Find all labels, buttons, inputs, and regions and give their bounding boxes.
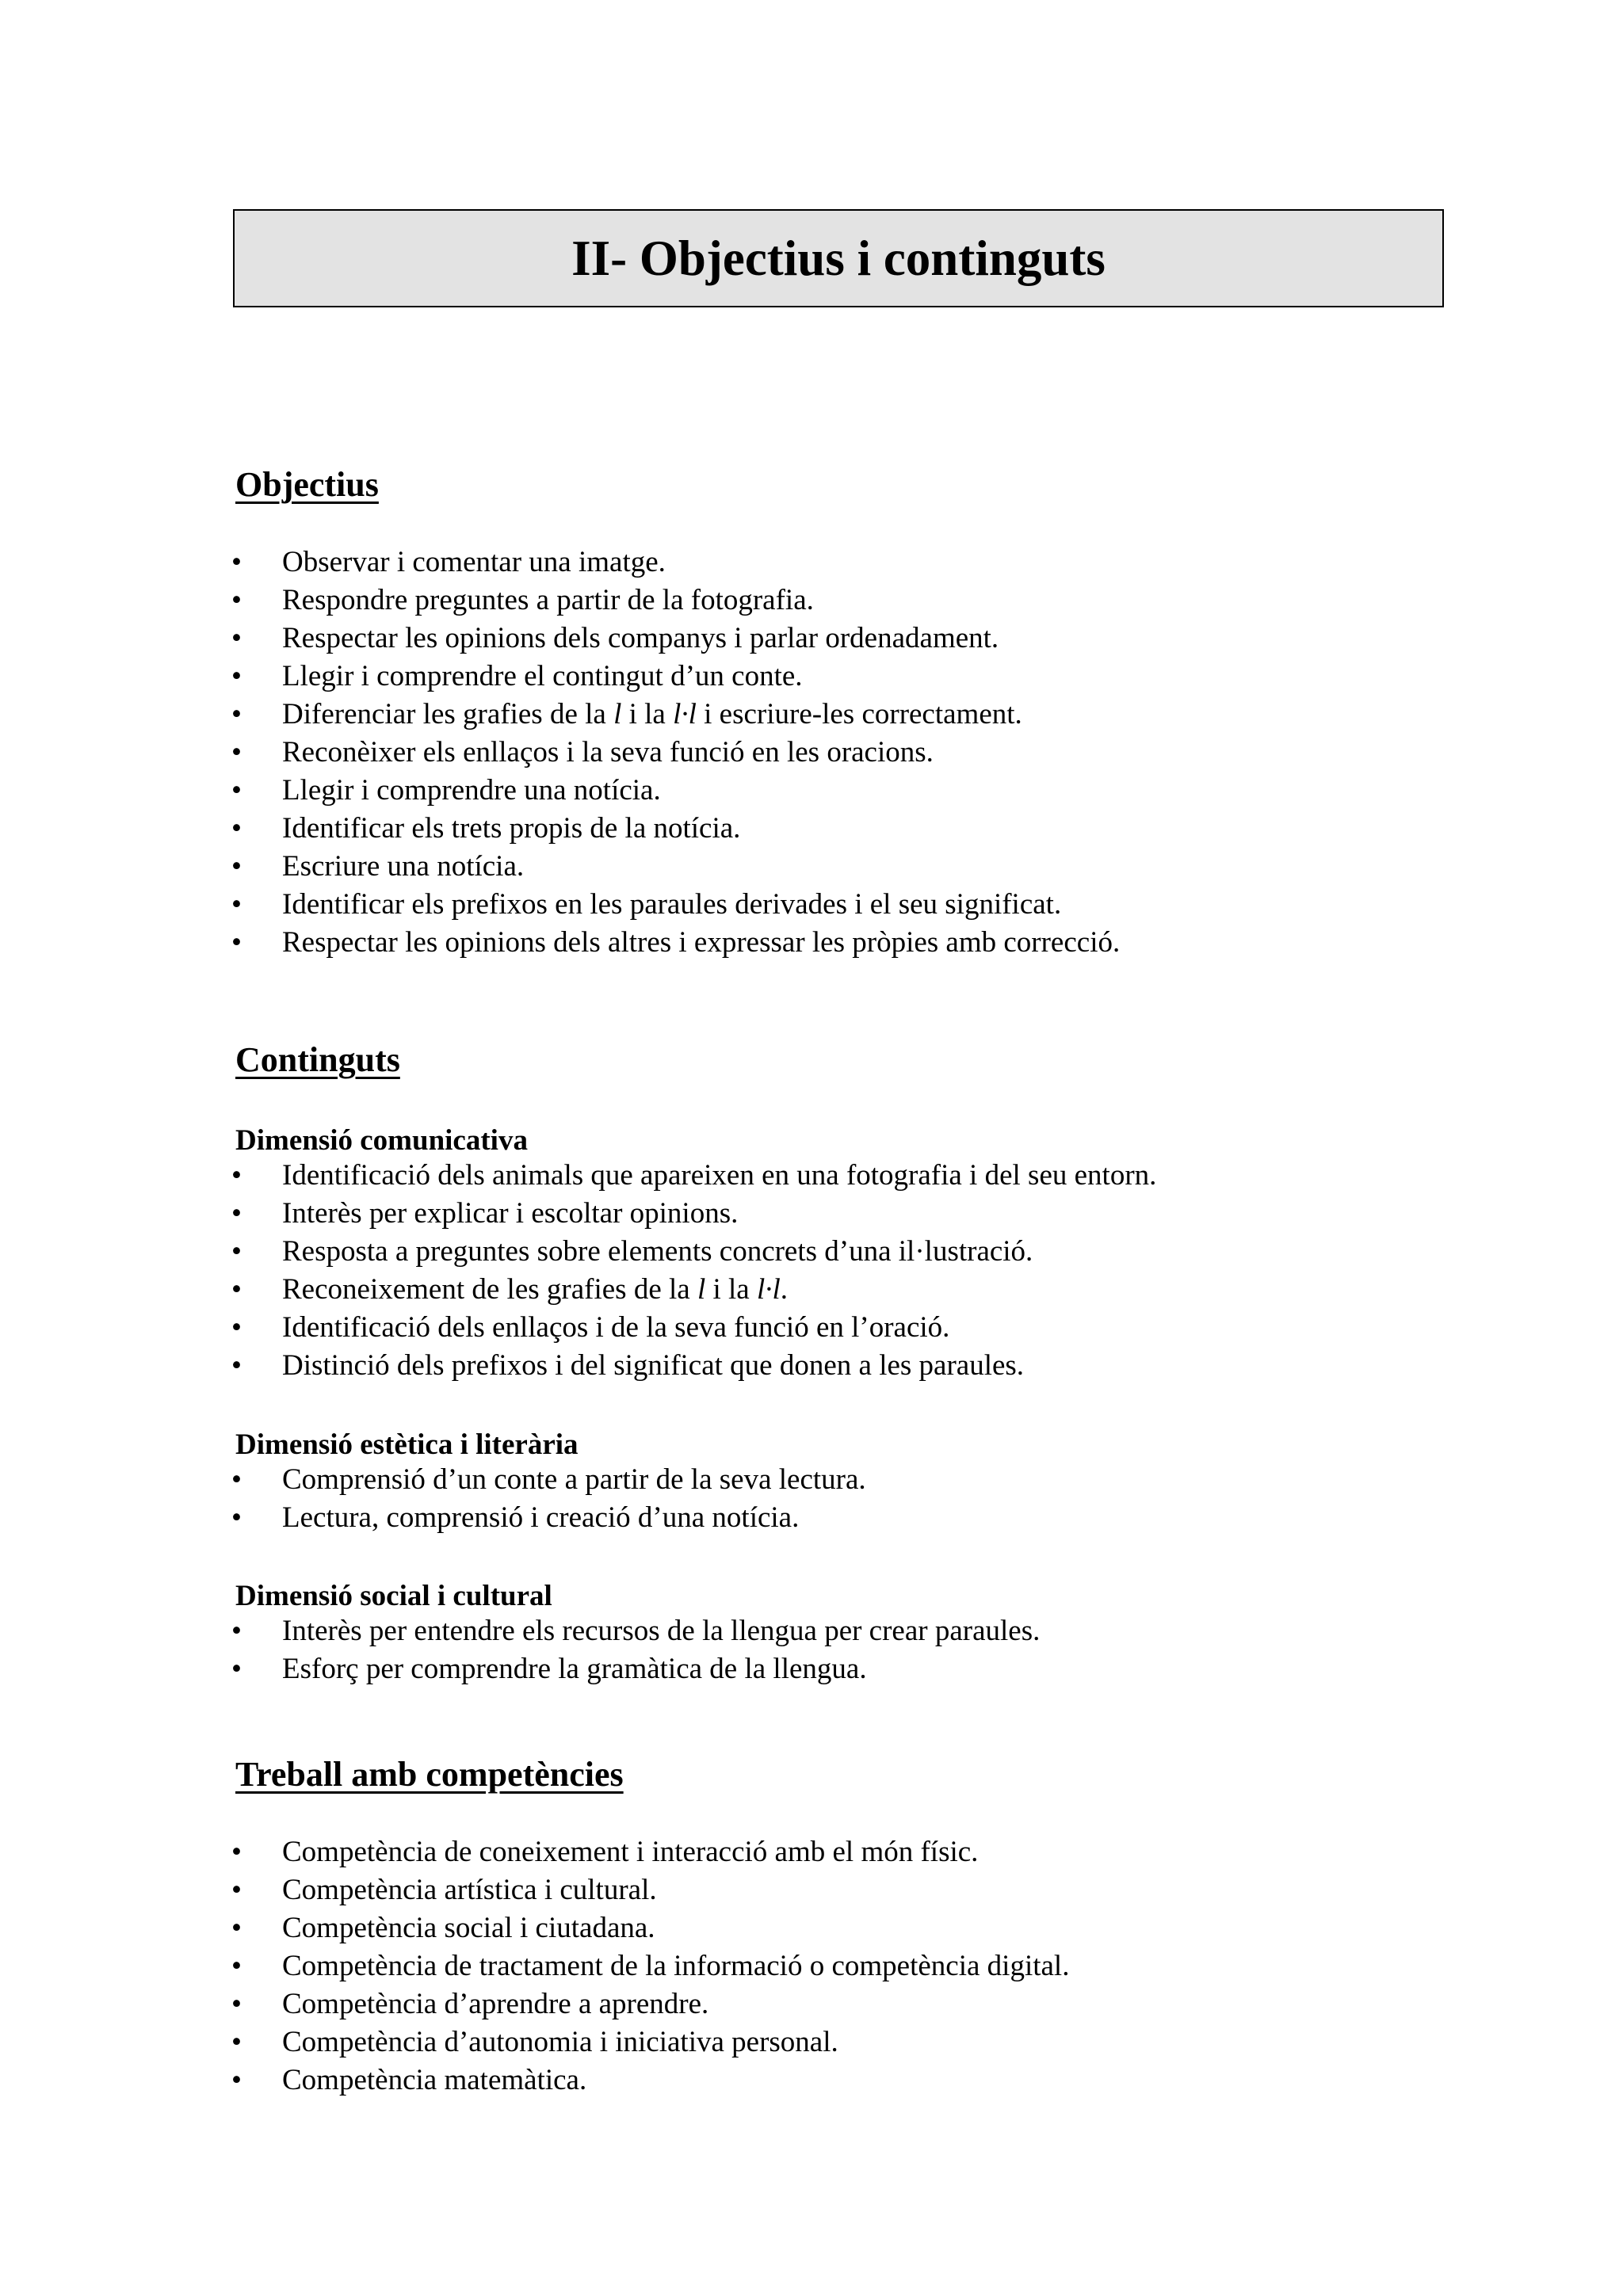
bullet-icon: • [231, 1653, 242, 1685]
bullet-icon: • [231, 622, 242, 654]
list-item-text: Reconeixement de les grafies de la [282, 1273, 697, 1306]
list-item-text: Competència de tractament de la informació o competència digital. [282, 1950, 1070, 1982]
list-item [231, 1499, 866, 1537]
list-item-text: Distinció dels prefixos i del significat que donen a les paraules. [282, 1349, 1025, 1382]
list-item [231, 582, 1120, 620]
competencies-list [231, 1833, 1069, 2100]
bullet-icon: • [231, 2026, 242, 2058]
list-item-text: i la [621, 698, 674, 730]
list-item [231, 1985, 1069, 2023]
bullet-icon: • [231, 1349, 242, 1382]
list-item-text: Lectura, comprensió i creació d’una notícia. [282, 1501, 800, 1534]
list-item [231, 886, 1120, 924]
list-item [231, 1612, 1040, 1650]
list-item-text: Reconèixer els enllaços i la seva funció en les oracions. [282, 736, 934, 769]
list-item-text: Identificar els prefixos en les paraules derivades i el seu significat. [282, 888, 1062, 921]
bullet-icon: • [231, 1159, 242, 1192]
bullet-icon: • [231, 1197, 242, 1230]
list-item [231, 2023, 1069, 2061]
list-item-text: Identificació dels enllaços i de la seva funció en l’oració. [282, 1311, 950, 1344]
continguts-heading: Continguts [235, 1040, 400, 1079]
list-item-text: Competència de coneixement i interacció amb el món físic. [282, 1836, 979, 1868]
list-item-text: Llegir i comprendre una notícia. [282, 774, 661, 807]
bullet-icon: • [231, 1950, 242, 1982]
bullet-icon: • [231, 1615, 242, 1647]
list-item-text: Interès per entendre els recursos de la llengua per crear paraules. [282, 1615, 1041, 1647]
list-item-text: Identificar els trets propis de la notícia. [282, 812, 741, 845]
list-item-text: . [780, 1273, 789, 1306]
list-item-text: Llegir i comprendre el contingut d’un conte. [282, 660, 803, 692]
competencies-heading: Treball amb competències [235, 1755, 624, 1794]
list-item-text: Resposta a preguntes sobre elements concrets d’una il·lustració. [282, 1235, 1033, 1268]
list-item [231, 924, 1120, 962]
list-item-italic-text: l [697, 1273, 706, 1306]
dimensio-social-list [231, 1612, 1040, 1688]
bullet-icon: • [231, 926, 242, 959]
list-item [231, 1650, 1040, 1688]
list-item-text: Respondre preguntes a partir de la fotografia. [282, 584, 814, 616]
dimensio-social-heading: Dimensió social i cultural [235, 1580, 552, 1612]
list-item [231, 1309, 1156, 1347]
list-item-italic-text: l·l [756, 1273, 781, 1306]
dimensio-estetica-heading: Dimensió estètica i literària [235, 1428, 579, 1461]
dimensio-estetica-list [231, 1461, 866, 1537]
bullet-icon: • [231, 1874, 242, 1906]
list-item-text: Interès per explicar i escoltar opinions. [282, 1197, 739, 1230]
objectius-heading: Objectius [235, 465, 379, 504]
list-item [231, 1233, 1156, 1271]
list-item-italic-text: l [613, 698, 622, 730]
list-item [231, 1195, 1156, 1233]
list-item [231, 658, 1120, 696]
list-item [231, 1157, 1156, 1195]
bullet-icon: • [231, 584, 242, 616]
bullet-icon: • [231, 1836, 242, 1868]
bullet-icon: • [231, 546, 242, 578]
bullet-icon: • [231, 698, 242, 730]
list-item [231, 543, 1120, 582]
list-item-text: Respectar les opinions dels altres i expressar les pròpies amb correcció. [282, 926, 1121, 959]
bullet-icon: • [231, 736, 242, 769]
bullet-icon: • [231, 1311, 242, 1344]
list-item [231, 1833, 1069, 1871]
list-item-text: Competència artística i cultural. [282, 1874, 657, 1906]
list-item [231, 734, 1120, 772]
bullet-icon: • [231, 2064, 242, 2096]
list-item [231, 1271, 1156, 1309]
page-title: II- Objectius i continguts [571, 230, 1106, 286]
list-item [231, 1461, 866, 1499]
bullet-icon: • [231, 660, 242, 692]
objectius-list [231, 543, 1120, 962]
list-item [231, 1947, 1069, 1985]
bullet-icon: • [231, 1235, 242, 1268]
bullet-icon: • [231, 850, 242, 883]
list-item-text: Competència matemàtica. [282, 2064, 587, 2096]
bullet-icon: • [231, 1463, 242, 1496]
list-item [231, 696, 1120, 734]
list-item [231, 1909, 1069, 1947]
list-item-text: Competència d’aprendre a aprendre. [282, 1988, 709, 2020]
bullet-icon: • [231, 812, 242, 845]
list-item-text: Identificació dels animals que apareixen en una fotografia i del seu entorn. [282, 1159, 1157, 1192]
bullet-icon: • [231, 1501, 242, 1534]
title-box [233, 209, 1444, 307]
bullet-icon: • [231, 1988, 242, 2020]
list-item [231, 1871, 1069, 1909]
bullet-icon: • [231, 1273, 242, 1306]
list-item [231, 1347, 1156, 1385]
list-item [231, 810, 1120, 848]
bullet-icon: • [231, 774, 242, 807]
dimensio-comunicativa-heading: Dimensió comunicativa [235, 1124, 528, 1157]
list-item-text: Diferenciar les grafies de la [282, 698, 614, 730]
list-item-text: Escriure una notícia. [282, 850, 525, 883]
list-item-italic-text: l·l [673, 698, 697, 730]
list-item-text: Esforç per comprendre la gramàtica de la llengua. [282, 1653, 867, 1685]
list-item-text: Comprensió d’un conte a partir de la seva lectura. [282, 1463, 866, 1496]
list-item-text: Observar i comentar una imatge. [282, 546, 666, 578]
list-item [231, 2061, 1069, 2100]
list-item [231, 772, 1120, 810]
list-item-text: Respectar les opinions dels companys i parlar ordenadament. [282, 622, 999, 654]
dimensio-comunicativa-list [231, 1157, 1156, 1385]
list-item [231, 620, 1120, 658]
list-item-text: i la [705, 1273, 757, 1306]
list-item-text: Competència d’autonomia i iniciativa personal. [282, 2026, 838, 2058]
bullet-icon: • [231, 1912, 242, 1944]
list-item [231, 848, 1120, 886]
list-item-text: Competència social i ciutadana. [282, 1912, 655, 1944]
list-item-text: i escriure-les correctament. [696, 698, 1022, 730]
bullet-icon: • [231, 888, 242, 921]
